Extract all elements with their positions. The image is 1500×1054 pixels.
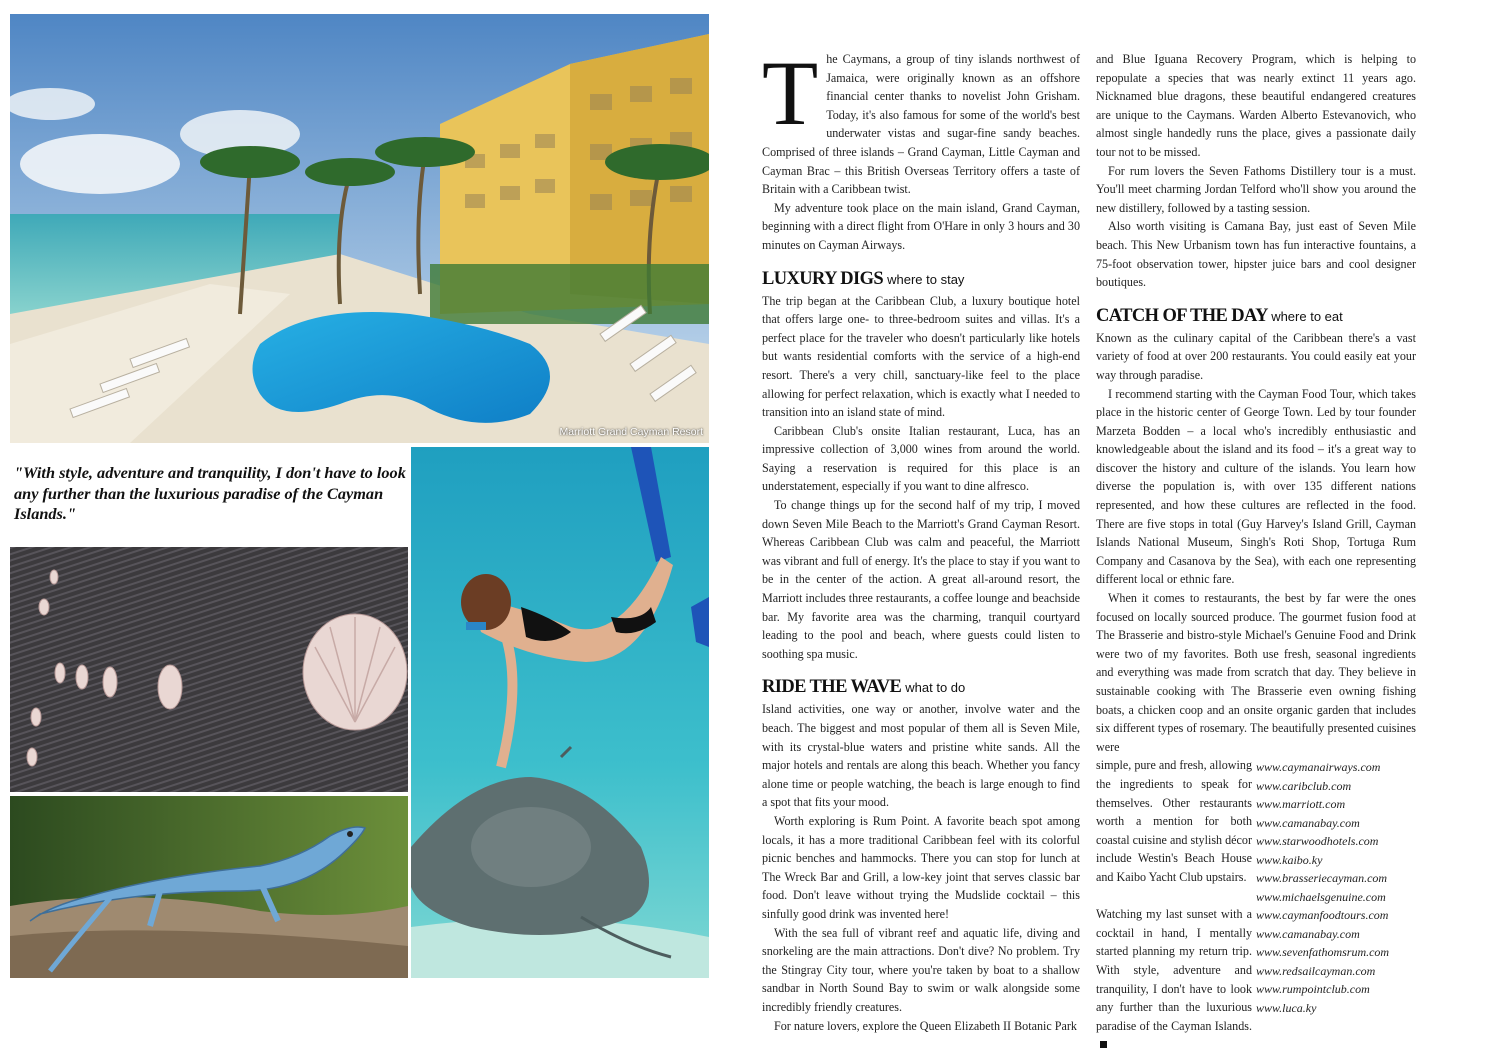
section-heading-ride [762,676,1080,699]
section-subtitle: where to stay [887,271,965,287]
closing-and-links [1096,756,1416,1054]
body-paragraph: When it comes to restaurants, the best by far were the ones focused on locally sourced produce. The gourmet fusion food at The Brasserie and bistro-style Michael's Genuine Food and Drink were two of my favorites. Both use fresh, seasonal ingredients and everything was made from scratch that day. They believe in sustainable cooking with The Brasserie even owning fishing boats, a chicken coop and an onsite organic garden that includes six different types of rosemary. The beautifully presented cuisines were [1096,591,1416,754]
body-paragraph: and Blue Iguana Recovery Program, which is helping to repopulate a species that was nearly extinct 11 years ago. Nicknamed blue dragons, these beautiful endangered creatures are unique to the Caymans. Warden Alberto Estevanovich, who almost single handedly runs the place, gives a passionate daily tour not to be missed. [1096,52,1416,159]
end-mark-icon [1100,1041,1107,1048]
section-title: CATCH OF THE DAY [1096,305,1268,326]
section-title: RIDE THE WAVE [762,677,902,698]
closing-paragraph [1096,905,1252,1054]
body-paragraph: Also worth visiting is Camana Bay, just east of Seven Mile beach. This New Urbanism town has fun interactive fountains, a 75-foot observation tower, hipster juice bars and cool designer boutiques. [1096,219,1416,290]
url-link[interactable]: www.redsailcayman.com [1256,963,1376,978]
section-heading-luxury [762,268,1080,291]
shells-photo [10,547,408,792]
body-paragraph: For rum lovers the Seven Fathoms Distillery tour is a must. You'll meet charming Jordan Telford who'll show you around the new distillery, followed by a tasting session. [1096,163,1416,215]
body-paragraph: Known as the culinary capital of the Caribbean there's a vast variety of food at over 200 restaurants. You could easily eat your way through paradise. [1096,330,1416,382]
article-column-2 [1096,50,1416,1054]
body-paragraph: For nature lovers, explore the Queen Elizabeth II Botanic Park [774,1018,1077,1033]
url-link[interactable]: www.caymanfoodtours.com [1256,908,1389,923]
pull-quote: "With style, adventure and tranquility, I don't have to look any further than the luxurious paradise of the Cayman Islands." [14,463,406,523]
drop-cap: T [762,42,819,144]
body-paragraph: Worth exploring is Rum Point. A favorite beach spot among locals, it has a more traditional Caribbean feel with its colorful picnic benches and hammocks. There you can stop for lunch at The Wreck Bar and Grill, a low-key joint that serves classic bar food. Don't leave without trying the Mudslide cocktail – this sinfully good drink was invented here! [762,813,1080,921]
url-link[interactable]: www.sevenfathomsrum.com [1256,945,1390,960]
lizard-photo [10,796,408,978]
url-link[interactable]: www.starwoodhotels.com [1256,834,1379,849]
section-title: LUXURY DIGS [762,268,884,289]
resort-photo-caption: Marriott Grand Cayman Resort [559,426,703,438]
intro-paragraph: he Caymans, a group of tiny islands northwest of Jamaica, were originally known as an offshore financial center thanks to novelist John Grisham. Today, it's also famous for some of the world's best underwater vistas and sugar-fine sandy beaches. Comprised of three islands – Grand Cayman, Little Cayman and Cayman Brac – this British Overseas Territory offers a taste of Britain with a Caribbean twist. [762,52,1080,197]
body-paragraph: The trip began at the Caribbean Club, a luxury boutique hotel that offers large one- to three-bedroom suites and villas. It's a perfect place for the traveler who doesn't particularly like hotels but wants residential comforts with the service of a high-end resort. There's a very chill, sanctuary-like feel to the place allowing for perfect relaxation, which is exactly what I needed to transition into an island state of mind. [762,293,1080,420]
body-paragraph: I recommend starting with the Cayman Food Tour, which takes place in the historic center of George Town. Led by tour founder Marzeta Bodden – a local who's incredibly enthusiastic and knowledgeable about the island and its food – it's a great way to discover the history and culture of the islands. You learn how diverse the population is, with over 135 different nations represented, and how these cultures are reflected in the food. There are five stops in total (Guy Harvey's Island Grill, Cayman Islands National Museum, Singh's Roti Shop, Tortuga Rum Company and Casanova by the Sea), with each one representing different local or ethnic fare. [1096,386,1416,587]
body-paragraph: Caribbean Club's onsite Italian restaurant, Luca, has an impressive collection of 3,000 wines from around the world. Saying a reservation is required for this place is an understatement, especially if you want to dine alfresco. [762,423,1080,494]
url-link[interactable]: www.camanabay.com [1256,815,1360,830]
closing-text [1096,756,1252,1054]
closing-sentence: Watching my last sunset with a cocktail in hand, I mentally started planning my return trip. With style, adventure and tranquility, I don't have to look any further than the luxurious paradise of the Cayman Islands. [1096,907,1252,1033]
url-link[interactable]: www.marriott.com [1256,797,1346,812]
section-subtitle: what to do [905,680,966,696]
body-paragraph: With the sea full of vibrant reef and aquatic life, diving and snorkeling are the main attractions. Don't dive? No problem. Try the Stingray City tour, where you're taken by boat to a shallow sandbar in North Sound Bay to swim or walk alongside some incredibly friendly creatures. [762,925,1080,1014]
diver-photo [411,447,709,978]
url-link[interactable]: www.caymanairways.com [1256,760,1381,775]
url-link[interactable]: www.caribclub.com [1256,778,1352,793]
body-paragraph: simple, pure and fresh, allowing the ingredients to speak for themselves. Other restaurants worth a mention for both coastal cuisine and stylish décor include Westin's Beach House and Kaibo Yacht Club upstairs. [1096,758,1252,884]
url-link[interactable]: www.rumpointclub.com [1256,982,1370,997]
section-heading-catch [1096,305,1416,328]
article-column-1 [762,42,1080,1035]
body-paragraph: To change things up for the second half of my trip, I moved down Seven Mile Beach to the Marriott's Grand Cayman Resort. Whereas Caribbean Club was calm and peaceful, the Marriott was vibrant and full of energy. It's the place to stay if you want to be in the center of the action. A great all-around resort, the Marriott includes three restaurants, a coffee lounge and beachside bar. My favorite area was the charming, tranquil courtyard leading to the pool and beach, where guests could listen to soothing spa music. [762,498,1080,661]
url-link[interactable]: www.michaelsgenuine.com [1256,889,1386,904]
body-paragraph: Island activities, one way or another, involve water and the beach. The biggest and most popular of them all is Seven Mile, with its crystal-blue waters and pristine white sands. All the major hotels and rentals are along this beach. Whether you fancy alone time or people watching, the beach is large enough to find a spot that fits your mood. [762,702,1080,810]
intro-paragraph: My adventure took place on the main island, Grand Cayman, beginning with a direct flight from O'Hare in only 3 hours and 30 minutes on Cayman Airways. [762,200,1080,252]
section-subtitle: where to eat [1271,308,1343,324]
resort-photo [10,14,709,443]
url-link[interactable]: www.camanabay.com [1256,926,1360,941]
url-link[interactable]: www.luca.ky [1256,1000,1317,1015]
url-link[interactable]: www.kaibo.ky [1256,852,1323,867]
url-link[interactable]: www.brasseriecayman.com [1256,871,1388,886]
url-list [1256,758,1416,1054]
